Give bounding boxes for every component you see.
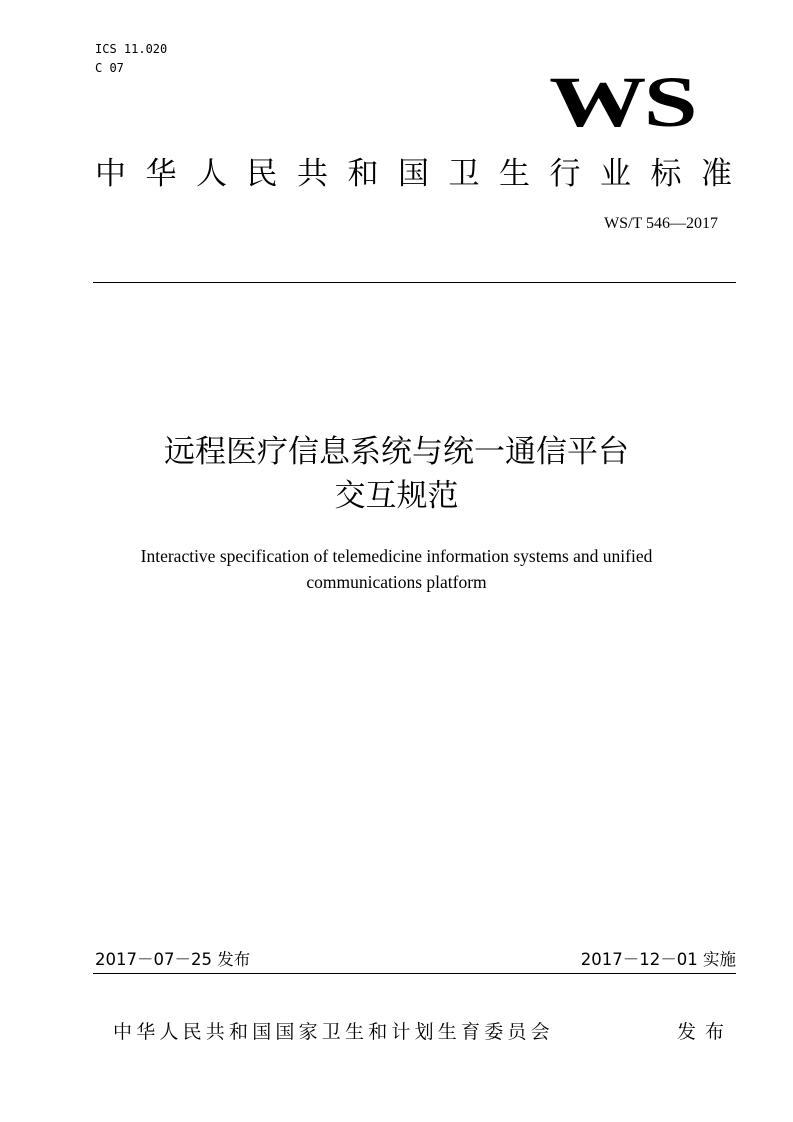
bottom-divider xyxy=(93,973,736,974)
top-divider xyxy=(93,282,736,283)
publish-date: 2017－07－25 发布 xyxy=(95,950,251,969)
ws-logo: WS xyxy=(549,62,695,142)
implement-date: 2017－12－01 实施 xyxy=(580,950,736,969)
issue-label: 发布 xyxy=(677,1021,734,1043)
title-en-line2: communications platform xyxy=(306,572,487,592)
ics-code: ICS 11.020 xyxy=(95,42,168,56)
title-cn-line1: 远程医疗信息系统与统一通信平台 xyxy=(164,434,629,470)
issuing-authority: 中华人民共和国国家卫生和计划生育委员会 xyxy=(113,1021,554,1043)
classification-codes xyxy=(95,40,167,78)
title-en-line1: Interactive specification of telemedicine information systems and unified xyxy=(140,546,653,566)
ccs-code: C 07 xyxy=(95,61,124,75)
industry-standard-title: 中华人民共和国卫生行业标准 xyxy=(95,156,752,192)
standard-number: WS/T 546—2017 xyxy=(604,215,718,232)
title-cn-line2: 交互规范 xyxy=(334,478,459,514)
